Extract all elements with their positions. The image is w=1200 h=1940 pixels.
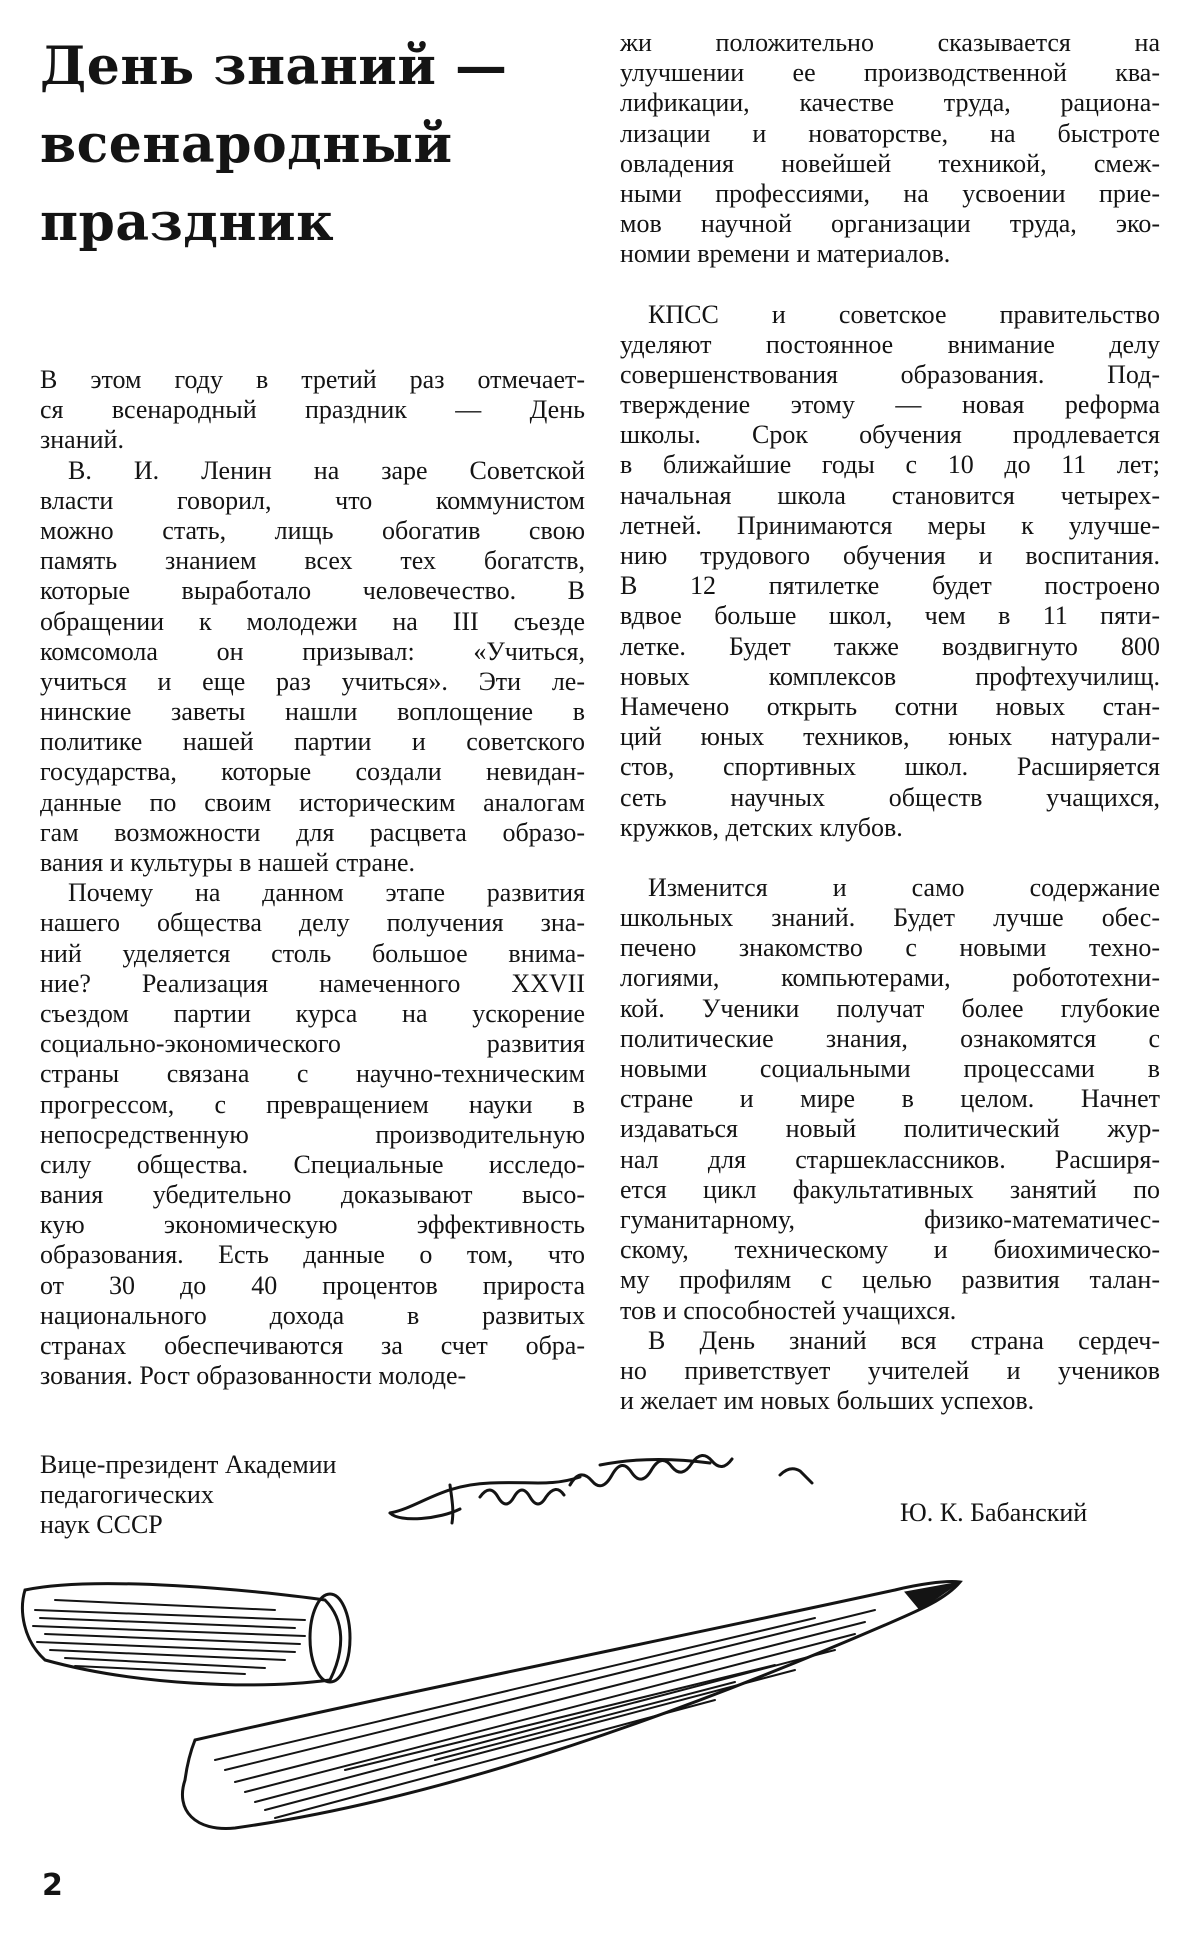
text-line: ется цикл факультативных занятий по (620, 1174, 1160, 1204)
text-line: школьных знаний. Будет лучше обес- (620, 903, 1160, 933)
text-line: страны связана с научно-техническим (40, 1059, 585, 1089)
author-name: Ю. К. Бабанский (900, 1498, 1088, 1527)
text-line: номии времени и материалов. (620, 239, 951, 269)
text-line: Намечено открыть сотни новых стан- (620, 691, 1160, 721)
text-line: вания и культуры в нашей стране. (40, 848, 416, 877)
text-line: нию трудового обучения и воспитания. (620, 541, 1160, 570)
text-line: новыми социальными процессами в (620, 1054, 1160, 1083)
text-line: образования. Есть данные о том, что (40, 1240, 585, 1270)
text-line: гам возможности для расцвета образо- (40, 817, 585, 847)
text-line: тверждение этому — новая реформа (620, 390, 1160, 420)
text-line: кой. Ученики получат более глубокие (620, 993, 1160, 1023)
text-line: память знанием всех тех богатств, (40, 546, 585, 576)
text-line: нашего общества делу получения зна- (40, 908, 585, 938)
text-line: данные по своим историческим аналогам (40, 787, 585, 817)
text-line: государства, которые создали невидан- (40, 757, 585, 787)
text-line: знаний. (40, 425, 124, 455)
text-line: Изменится и само содержание (648, 872, 1160, 902)
text-line: сеть научных обществ учащихся, (620, 782, 1160, 812)
text-line: национального дохода в развитых (40, 1300, 585, 1330)
text-line: совершенствования образования. Под- (620, 359, 1160, 389)
text-line: вдвое больше школ, чем в 11 пяти- (620, 601, 1160, 631)
article-title (40, 28, 560, 262)
text-line: В. И. Ленин на заре Советской (68, 455, 585, 485)
text-line: непосредственную производительную (40, 1119, 585, 1149)
text-line: съездом партии курса на ускорение (40, 998, 585, 1028)
right-column (620, 28, 1160, 1416)
text-line: летке. Будет также воздвигнуто 800 (620, 631, 1160, 661)
text-line: В этом году в третий раз отмечает- (40, 365, 585, 394)
text-line: вания убедительно доказывают высо- (40, 1180, 585, 1210)
paragraph (620, 873, 1160, 1416)
paragraph (620, 28, 1160, 270)
text-line: КПСС и советское правительство (648, 299, 1160, 329)
text-line: прогрессом, с превращением науки в (40, 1089, 585, 1119)
text-line: и желает им новых больших успехов. (620, 1386, 1035, 1416)
text-line: стов, спортивных школ. Расширяется (620, 752, 1160, 782)
text-line: кружков, детских клубов. (620, 812, 903, 842)
text-line: власти говорил, что коммунистом (40, 485, 585, 515)
text-line: зования. Рост образованности молоде- (40, 1361, 467, 1391)
text-line: начальная школа становится четырех- (620, 480, 1160, 510)
text-line: печено знакомство с новыми техно- (620, 933, 1160, 963)
text-line: от 30 до 40 процентов прироста (40, 1270, 585, 1300)
position-line: педагогических (40, 1480, 214, 1509)
text-line: учиться и еще раз учиться». Эти ле- (40, 666, 585, 696)
text-line: новых комплексов профтехучилищ. (620, 661, 1160, 691)
text-line: ся всенародный праздник — День (40, 395, 585, 425)
text-line: ными профессиями, на усвоении прие- (620, 178, 1160, 208)
text-line: жи положительно сказывается на (620, 28, 1160, 57)
text-line: политические знания, ознакомятся с (620, 1023, 1160, 1053)
handwritten-signature (380, 1445, 900, 1535)
text-line: социально-экономического развития (40, 1029, 585, 1059)
text-line: политике нашей партии и советского (40, 727, 585, 757)
text-line: но приветствует учителей и учеников (620, 1355, 1160, 1385)
text-line: можно стать, лищь обогатив свою (40, 515, 585, 545)
text-line: скому, техническому и биохимическо- (620, 1235, 1160, 1265)
text-line: мов научной организации труда, эко- (620, 209, 1160, 239)
text-line: В День знаний вся страна сердеч- (648, 1325, 1160, 1355)
text-line: странах обеспечиваются за счет обра- (40, 1331, 585, 1360)
text-line: школы. Срок обучения продлевается (620, 420, 1160, 450)
page-number: 2 (42, 1868, 63, 1903)
text-line: ций юных техников, юных натурали- (620, 722, 1160, 752)
text-line: лизации и новаторстве, на быстроте (620, 118, 1160, 148)
text-line: издаваться новый политический жур- (620, 1114, 1160, 1144)
text-line: кую экономическую эффективность (40, 1210, 585, 1240)
text-line: гуманитарному, физико-математичес- (620, 1204, 1160, 1234)
text-line: В 12 пятилетке будет построено (620, 571, 1160, 601)
text-line: летней. Принимаются меры к улучше- (620, 510, 1160, 540)
title-line: праздник (40, 192, 335, 253)
text-line: нинские заветы нашли воплощение в (40, 697, 585, 727)
text-line: тов и способностей учащихся. (620, 1295, 957, 1325)
text-line: му профилям с целью развития талан- (620, 1265, 1160, 1295)
position-line: Вице-президент Академии (40, 1450, 337, 1479)
pen-and-cap-illustration (15, 1570, 1115, 1840)
text-line: стране и мире в целом. Начнет (620, 1084, 1160, 1114)
paragraph (620, 300, 1160, 843)
text-line: нал для старшеклассников. Расширя- (620, 1144, 1160, 1174)
text-line: ний уделяется столь большое внима- (40, 938, 585, 968)
text-line: в ближайшие годы с 10 до 11 лет; (620, 450, 1160, 480)
position-line: наук СССР (40, 1510, 163, 1539)
text-line: силу общества. Специальные исследо- (40, 1149, 585, 1179)
text-line: которые выработало человечество. В (40, 576, 585, 606)
text-line: уделяют постоянное внимание делу (620, 329, 1160, 359)
title-line: всенародный (40, 114, 453, 175)
text-line: улучшении ее производственной ква- (620, 58, 1160, 88)
text-line: Почему на данном этапе развития (68, 878, 585, 908)
text-line: овладения новейшей техникой, смеж- (620, 148, 1160, 178)
text-line: обращении к молодежи на III съезде (40, 606, 585, 636)
text-line: комсомола он призывал: «Учиться, (40, 636, 585, 666)
text-line: лификации, качестве труда, рациона- (620, 88, 1160, 118)
title-line: День знаний — (40, 36, 508, 97)
text-line: ние? Реализация намеченного XXVII (40, 968, 585, 998)
left-column (40, 365, 585, 1391)
text-line: логиями, компьютерами, робототехни- (620, 963, 1160, 993)
